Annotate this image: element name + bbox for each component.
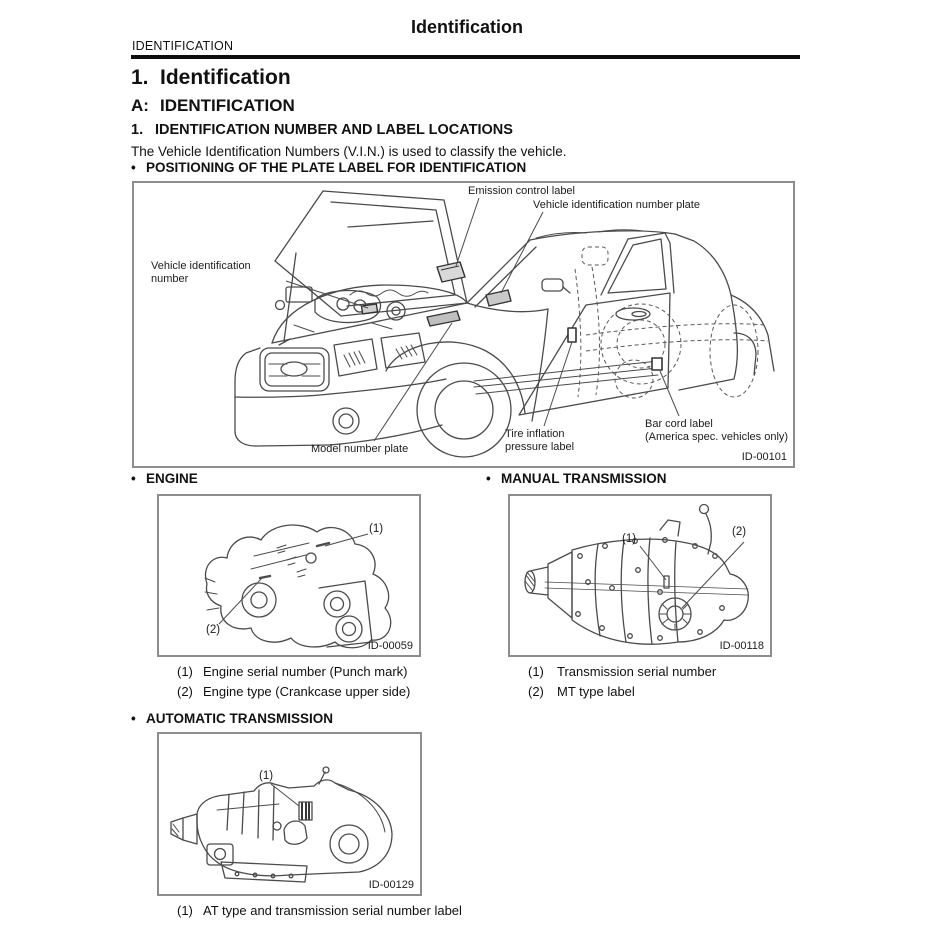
bullet-icon: • — [486, 471, 491, 486]
mt-callout-1: (1) — [622, 533, 637, 545]
figure-car-label-locations — [132, 181, 795, 468]
running-header: IDENTIFICATION — [132, 39, 234, 53]
topic-number: 1. — [131, 122, 144, 138]
page-title: Identification — [411, 17, 523, 37]
bullet-icon: • — [131, 471, 136, 486]
list-item: (1) Transmission serial number — [528, 664, 717, 679]
at-key-list — [177, 903, 462, 923]
figure-automatic-transmission — [157, 732, 422, 896]
figure-id-at: ID-00129 — [368, 879, 414, 891]
manual-transmission-heading-label: MANUAL TRANSMISSION — [501, 471, 667, 486]
topic-heading — [131, 122, 513, 138]
bullet-icon: • — [131, 711, 136, 726]
section-title: IDENTIFICATION — [160, 96, 295, 115]
engine-callout-2: (2) — [206, 624, 221, 636]
list-item: (2) MT type label — [528, 683, 635, 699]
chapter-heading — [131, 66, 291, 90]
section-letter: A: — [131, 96, 149, 115]
engine-line-art — [159, 496, 419, 655]
header-rule — [131, 55, 800, 59]
positioning-heading-label: POSITIONING OF THE PLATE LABEL FOR IDENTIFICATION — [146, 160, 527, 175]
intro-text: The Vehicle Identification Numbers (V.I.N.) is used to classify the vehicle. — [131, 144, 567, 159]
mt-key-list — [528, 664, 716, 703]
figure-id-car: ID-00101 — [741, 451, 787, 463]
label-vin-number: Vehicle identification number — [151, 260, 251, 285]
manual-transmission-line-art — [510, 496, 770, 655]
label-vin-plate: Vehicle identification number plate — [533, 199, 700, 211]
label-tire-pressure: Tire inflation pressure label — [505, 428, 575, 453]
automatic-transmission-heading — [131, 711, 333, 726]
positioning-heading — [131, 160, 526, 175]
figure-id-mt: ID-00118 — [719, 640, 764, 652]
engine-key-list — [177, 664, 410, 703]
mt-callout-2: (2) — [732, 526, 747, 538]
at-callout-1: (1) — [259, 770, 274, 782]
chapter-number: 1. — [131, 66, 149, 89]
figure-manual-transmission — [508, 494, 772, 657]
chapter-title: Identification — [160, 66, 291, 89]
automatic-transmission-heading-label: AUTOMATIC TRANSMISSION — [146, 711, 333, 726]
section-heading — [131, 96, 295, 116]
label-bar-cord: Bar cord label (America spec. vehicles only) — [645, 418, 789, 443]
bullet-icon: • — [131, 160, 136, 175]
engine-heading-label: ENGINE — [146, 471, 198, 486]
label-model-plate: Model number plate — [311, 443, 409, 455]
label-emission-control: Emission control label — [468, 185, 575, 197]
figure-id-engine: ID-00059 — [367, 640, 413, 652]
engine-callout-1: (1) — [369, 523, 384, 535]
topic-title: IDENTIFICATION NUMBER AND LABEL LOCATIONS — [155, 122, 513, 138]
manual-transmission-heading — [486, 471, 667, 486]
figure-engine — [157, 494, 421, 657]
engine-heading — [131, 471, 198, 486]
list-item: (1) AT type and transmission serial number label — [177, 903, 462, 918]
list-item: (1) Engine serial number (Punch mark) — [177, 664, 408, 679]
list-item: (2) Engine type (Crankcase upper side) — [177, 683, 411, 699]
automatic-transmission-line-art — [159, 734, 420, 894]
